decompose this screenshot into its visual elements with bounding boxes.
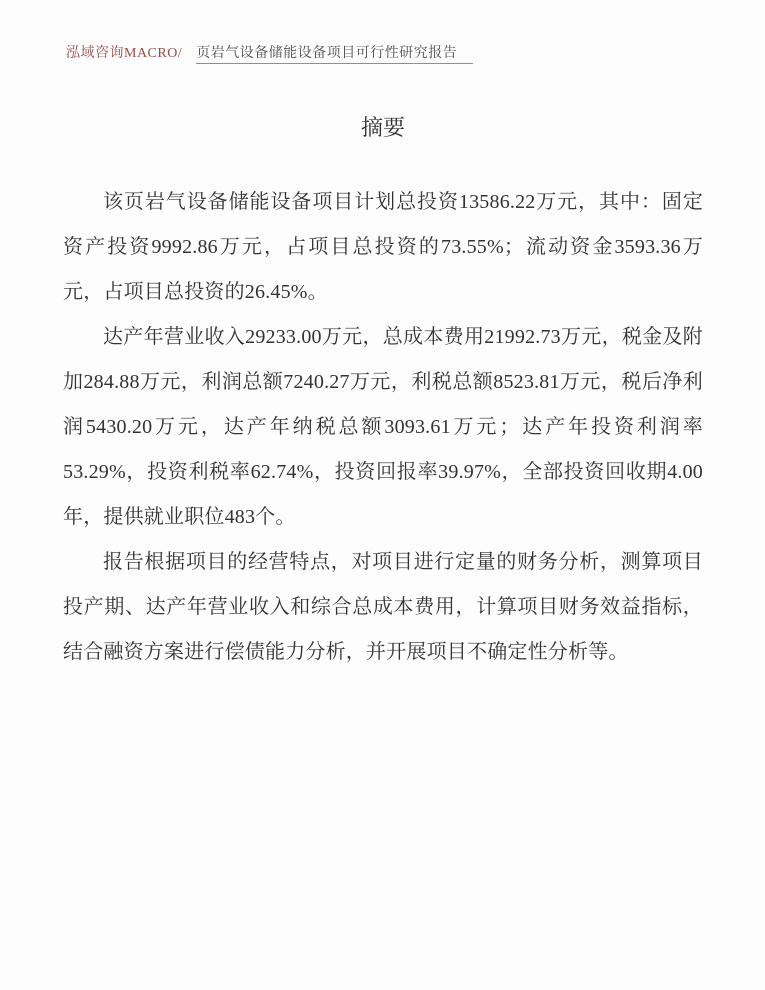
document-title: 页岩气设备储能设备项目可行性研究报告 xyxy=(196,46,473,64)
paragraph-analysis-scope: 报告根据项目的经营特点，对项目进行定量的财务分析，测算项目投产期、达产年营业收入和综合总成本费用，计算项目财务效益指标，结合融资方案进行偿债能力分析，并开展项目不确定性分析等。 xyxy=(63,551,703,663)
document-body xyxy=(63,0,703,675)
paragraph-financial-indicators: 达产年营业收入29233.00万元，总成本费用21992.73万元，税金及附加284.88万元，利润总额7240.27万元，利税总额8523.81万元，税后净利润5430.20万元，达产年纳税总额3093.61万元；达产年投资利润率53.29%，投资利税率62.74%，投资回报率39.97%，全部投资回收期4.00年，提供就业职位483个。 xyxy=(63,326,703,528)
brand-text: 泓域咨询MACRO/ xyxy=(66,46,183,61)
paragraph-investment-summary: 该页岩气设备储能设备项目计划总投资13586.22万元，其中：固定资产投资9992.86万元，占项目总投资的73.55%；流动资金3593.36万元，占项目总投资的26.45%。 xyxy=(63,191,703,303)
abstract-paragraphs xyxy=(63,180,703,675)
abstract-heading: 摘要 xyxy=(360,115,405,140)
